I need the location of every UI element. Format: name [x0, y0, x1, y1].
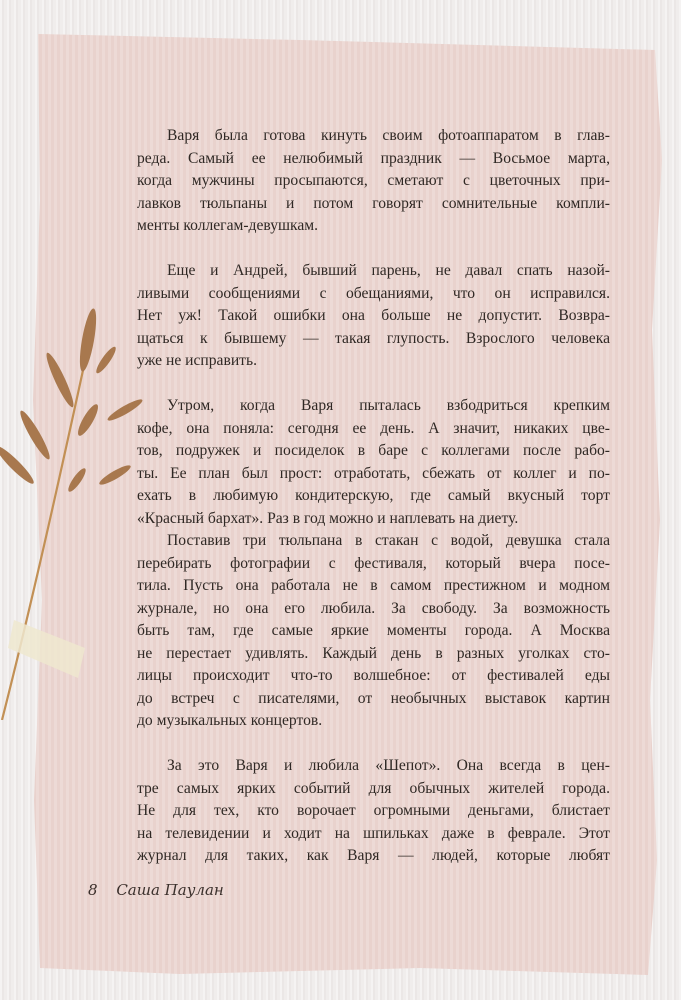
text-line: журнале, но она его любила. За свободу. За возможность [137, 599, 610, 617]
text-line: быть там, где самые яркие моменты города. А Москва [137, 622, 610, 639]
paragraph [137, 260, 610, 373]
text-line: Поставив три тюльпана в стакан с водой, девушка стала [167, 532, 610, 549]
text-line: тов, подружек и посиделок в баре с коллегами после рабо- [137, 442, 610, 459]
author-name: Саша Паулан [116, 881, 224, 899]
text-line: реда. Самый ее нелюбимый праздник — Восьмое марта, [137, 149, 610, 167]
text-line: лавков тюльпаны и потом говорят сомнительные компли- [137, 194, 610, 212]
text-line: «Красный бархат». Раз в год можно и наплевать на диету. [137, 509, 519, 527]
paragraph-gap [137, 238, 610, 261]
text-line: ливыми сообщениями с обещаниями, что он исправился. [137, 284, 610, 302]
paragraph [137, 395, 610, 530]
text-line: Нет уж! Такой ошибки она больше не допустит. Возвра- [137, 307, 610, 324]
tape-strip [8, 620, 85, 678]
dried-grass-illustration [0, 280, 160, 720]
page-number: 8 [88, 881, 98, 899]
paragraph [137, 530, 610, 733]
text-line: уже не исправить. [137, 352, 258, 369]
text-line: Еще и Андрей, бывший парень, не давал спать назой- [167, 262, 610, 279]
text-line: на телевидении и ходит на шпильках даже в феврале. Этот [137, 824, 610, 842]
text-line: журнал для таких, как Варя — людей, которые любят [137, 847, 610, 864]
text-line: тила. Пусть она работала не в самом престижном и модном [137, 577, 610, 594]
text-line: кофе, она поняла: сегодня ее день. А значит, никаких цве- [137, 419, 610, 437]
text-line: ехать в любимую кондитерскую, где самый вкусный торт [137, 487, 610, 504]
body-text [137, 125, 610, 868]
paragraph-gap [137, 373, 610, 396]
text-line: За это Варя и любила «Шепот». Она всегда в цен- [167, 757, 610, 774]
text-line: не перестает удивлять. Каждый день в разных уголках сто- [137, 644, 610, 662]
text-line: Не для тех, кто ворочает огромными деньгами, блистает [137, 802, 610, 819]
paragraph [137, 755, 610, 868]
paragraph-gap [137, 733, 610, 756]
text-line: Варя была готова кинуть своим фотоаппаратом в глав- [167, 127, 610, 144]
page-footer [88, 880, 224, 900]
text-line: перебирать фотографии с фестиваля, который вчера посе- [137, 554, 610, 572]
text-line: до встреч с писателями, от необычных выставок картин [137, 689, 610, 707]
paragraph [137, 125, 610, 238]
text-line: ты. Ее план был прост: отработать, сбежать от коллег и по- [137, 464, 610, 482]
text-line: лицы происходит что-то волшебное: от фестивалей еды [137, 667, 610, 684]
text-line: когда мужчины просыпаются, сметают с цветочных при- [137, 172, 610, 189]
text-line: Утром, когда Варя пыталась взбодриться крепким [167, 397, 610, 414]
text-line: менты коллегам-девушкам. [137, 217, 319, 234]
text-line: щаться к бывшему — такая глупость. Взрослого человека [137, 329, 610, 347]
text-line: тре самых ярких событий для обычных жителей города. [137, 779, 610, 797]
text-line: до музыкальных концертов. [137, 712, 323, 729]
